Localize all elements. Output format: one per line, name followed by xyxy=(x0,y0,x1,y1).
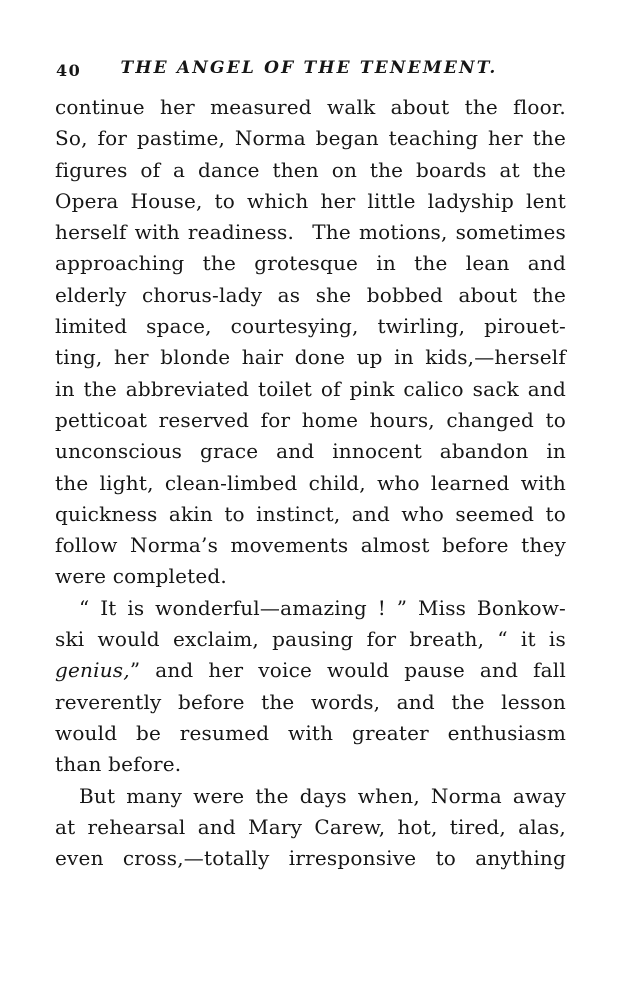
text-line: were completed. xyxy=(55,564,227,589)
text-line: But many were the days when, Norma away xyxy=(79,783,566,808)
text-line: would be resumed with greater enthusiasm xyxy=(55,720,566,745)
text-line: elderly chorus-lady as she bobbed about the xyxy=(55,282,566,307)
text-line: Opera House, to which her little ladyship lent xyxy=(55,188,566,213)
text-line: “ It is wonderful—amazing ! ” Miss Bonkow- xyxy=(79,595,566,620)
text-line: figures of a dance then on the boards at the xyxy=(55,157,566,182)
text-line: So, for pastime, Norma began teaching her the xyxy=(55,126,566,151)
text-line: at rehearsal and Mary Carew, hot, tired, alas, xyxy=(55,814,566,839)
text-line: unconscious grace and innocent abandon in xyxy=(55,439,566,464)
text-line: limited space, courtesying, twirling, pirouet- xyxy=(55,314,566,339)
text-line: than before. xyxy=(55,752,182,777)
running-title: THE ANGEL OF THE TENEMENT. xyxy=(120,58,498,78)
text-line: petticoat reserved for home hours, changed to xyxy=(55,407,566,432)
text-line: quickness akin to instinct, and who seemed to xyxy=(55,501,566,526)
text-line: herself with readiness. The motions, sometimes xyxy=(55,220,566,245)
text-line: ting, her blonde hair done up in kids,—herself xyxy=(55,345,566,370)
text-line: genius,” and her voice would pause and fall xyxy=(55,658,566,683)
page-body-text xyxy=(55,92,566,874)
page-number: 40 xyxy=(56,61,82,80)
text-line: reverently before the words, and the lesson xyxy=(55,689,566,714)
text-line: in the abbreviated toilet of pink calico sack and xyxy=(55,376,566,401)
text-line: ski would exclaim, pausing for breath, “ it is xyxy=(55,627,566,652)
text-line: the light, clean-limbed child, who learned with xyxy=(55,470,566,495)
text-line: even cross,—totally irresponsive to anything xyxy=(55,846,566,871)
text-line: follow Norma’s movements almost before they xyxy=(55,533,566,558)
text-line: continue her measured walk about the floor. xyxy=(55,95,566,119)
running-header xyxy=(0,58,618,84)
text-line: approaching the grotesque in the lean and xyxy=(55,251,566,276)
